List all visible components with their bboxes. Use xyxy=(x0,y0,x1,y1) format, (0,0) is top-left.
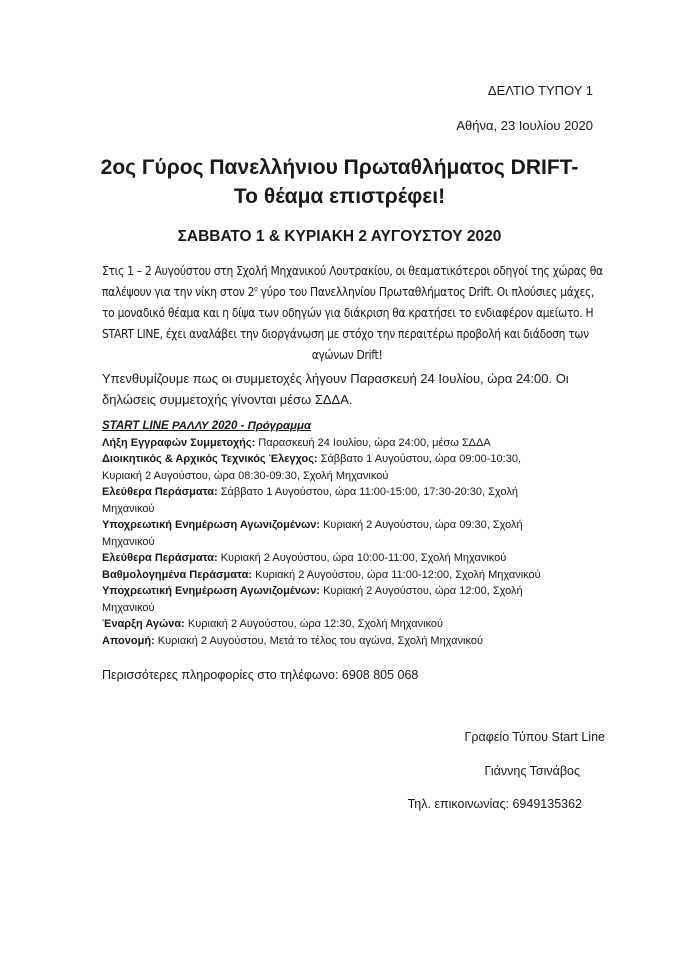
intro-line-1: Στις 1 – 2 Αυγούστου στη Σχολή Μηχανικού Λουτρακίου, οι θεαματικότεροι οδηγοί της χώρας θα xyxy=(102,263,603,278)
info-line: Περισσότερες πληροφορίες στο τηλέφωνο: 6908 805 068 xyxy=(102,668,419,682)
schedule-title: START LINE ΡΑΛΛΥ 2020 - Πρόγραμμα xyxy=(102,420,312,432)
schedule-item-label: Υποχρεωτική Ενημέρωση Αγωνιζομένων: xyxy=(102,585,321,597)
schedule-item xyxy=(102,435,582,452)
intro-line-4: START LINE, έχει αναλάβει την διοργάνωση με στόχο την περαιτέρω προβολή και διάδοση των xyxy=(102,326,589,341)
schedule-item xyxy=(102,484,582,501)
schedule-item-label: Ελεύθερα Περάσματα: xyxy=(102,486,218,498)
title-line-2: Το θέαμα επιστρέφει! xyxy=(233,185,446,208)
schedule-item-continuation: Μηχανικού xyxy=(102,601,155,614)
schedule-item-text: Κυριακή 2 Αυγούστου, ώρα 09:30, Σχολή xyxy=(320,519,523,531)
schedule-item-text: Κυριακή 2 Αυγούστου, ώρα 12:30, Σχολή Μηχανικού xyxy=(184,618,444,630)
signature-office: Γραφείο Τύπου Start Line xyxy=(464,730,605,744)
schedule-item-label: Έναρξη Αγώνα: xyxy=(102,618,185,630)
title-line-1: 2ος Γύρος Πανελλήνιου Πρωταθλήματος DRIFT- xyxy=(100,156,579,179)
schedule-item xyxy=(102,550,582,567)
schedule-item-label: Ελεύθερα Περάσματα: xyxy=(102,552,218,564)
signature-name: Γιάννης Τσινάβος xyxy=(484,764,580,778)
schedule-item-label: Λήξη Εγγραφών Συμμετοχής: xyxy=(102,436,256,449)
schedule-item-label: Υποχρεωτική Ενημέρωση Αγωνιζομένων: xyxy=(102,519,321,531)
schedule-item-label: Διοικητικός & Αρχικός Τεχνικός Έλεγχος: xyxy=(102,453,318,465)
schedule-list xyxy=(102,435,582,650)
schedule-item xyxy=(102,567,582,584)
schedule-item-label: Βαθμολογημένα Περάσματα: xyxy=(102,568,253,581)
schedule-item-text: Σάββατο 1 Αυγούστου, ώρα 09:00-10:30, xyxy=(317,453,521,465)
schedule-item xyxy=(102,583,582,600)
reminder-line-2: δηλώσεις συμμετοχής γίνονται μέσω ΣΔΔΑ. xyxy=(102,392,353,407)
intro-line-2: παλέψουν για την νίκη στον $2^o$ γύρο του Πανελληνίου Πρωταθλήματος Drift. Οι πλούσιες μάχες, xyxy=(102,284,595,299)
schedule-item-text: Κυριακή 2 Αυγούστου, ώρα 10:00-11:00, Σχολή Μηχανικού xyxy=(217,552,507,564)
schedule-item xyxy=(102,616,582,633)
schedule-item-text: Κυριακή 2 Αυγούστου, ώρα 12:00, Σχολή xyxy=(320,585,523,597)
document-label: ΔΕΛΤΙΟ ΤΥΠΟΥ 1 xyxy=(487,83,593,98)
schedule-item xyxy=(102,633,582,650)
schedule-item-label: Απονομή: xyxy=(102,634,155,647)
schedule-item-text: Παρασκευή 24 Ιουλίου, ώρα 24:00, μέσω ΣΔΔΑ xyxy=(255,436,491,449)
intro-paragraph xyxy=(102,260,603,365)
reminder-paragraph xyxy=(102,368,582,410)
reminder-line-1: Υπενθυμίζουμε πως οι συμμετοχές λήγουν Παρασκευή 24 Ιουλίου, ώρα 24:00. Οι xyxy=(102,371,569,386)
schedule-item-continuation: Μηχανικού xyxy=(102,502,155,515)
intro-line-3: το μοναδικό θέαμα και η δίψα των οδηγών για διάκριση θα κρατήσει το ενδιαφέρον αμείωτο. Η xyxy=(102,305,594,320)
schedule-item xyxy=(102,451,582,468)
schedule-item-continuation: Κυριακή 2 Αυγούστου, ώρα 08:30-09:30, Σχολή Μηχανικού xyxy=(102,469,389,482)
signature-phone: Τηλ. επικοινωνίας: 6949135362 xyxy=(407,797,582,811)
event-dates-heading: ΣΑΒΒΑΤΟ 1 & ΚΥΡΙΑΚΗ 2 ΑΥΓΟΥΣΤΟΥ 2020 xyxy=(177,228,502,245)
schedule-item xyxy=(102,517,582,534)
date-line: Αθήνα, 23 Ιουλίου 2020 xyxy=(456,118,593,133)
schedule-item-text: Σάββατο 1 Αυγούστου, ώρα 11:00-15:00, 17:30-20:30, Σχολή xyxy=(217,486,518,498)
intro-line-5: αγώνων Drift! xyxy=(311,347,383,362)
schedule-item-text: Κυριακή 2 Αυγούστου, ώρα 11:00-12:00, Σχολή Μηχανικού xyxy=(252,568,541,581)
schedule-item-text: Κυριακή 2 Αυγούστου, Μετά το τέλος του αγώνα, Σχολή Μηχανικού xyxy=(154,634,483,647)
schedule-section xyxy=(102,418,582,649)
schedule-item-continuation: Μηχανικού xyxy=(102,535,155,548)
